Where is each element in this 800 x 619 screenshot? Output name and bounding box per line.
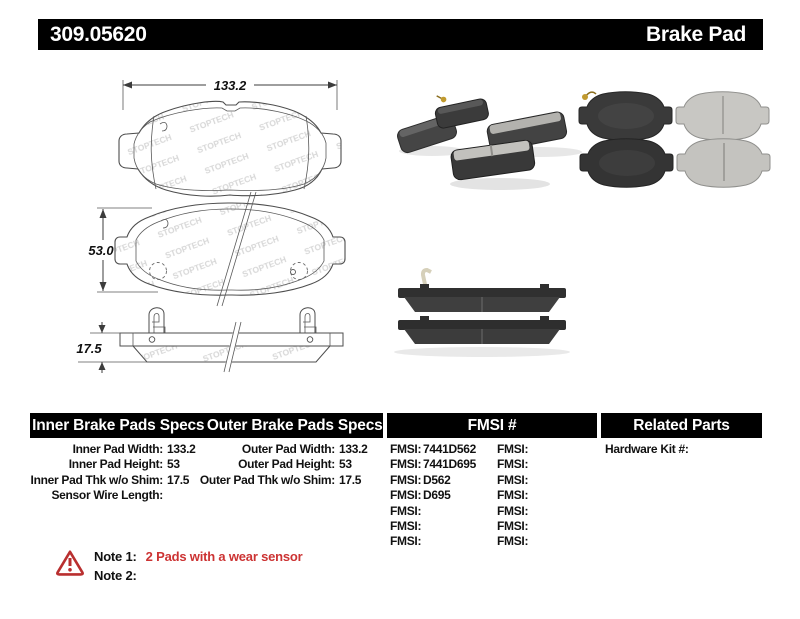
spec-value: 133.2 xyxy=(167,442,196,456)
note-1-text: 2 Pads with a wear sensor xyxy=(145,549,303,564)
fmsi-row xyxy=(497,442,530,457)
fmsi-row xyxy=(390,473,476,488)
fmsi-label: FMSI: xyxy=(497,503,529,518)
inner-specs-title: Inner Brake Pads Specs xyxy=(32,416,205,434)
spec-row xyxy=(30,442,209,457)
fmsi-label: FMSI: xyxy=(390,472,422,487)
width-dimension-label: 133.2 xyxy=(213,78,247,93)
product-photo-pads-edge xyxy=(388,258,573,368)
spec-label: Sensor Wire Length: xyxy=(51,488,163,503)
related-part-label: Hardware Kit #: xyxy=(605,442,689,456)
related-parts-table-header xyxy=(601,413,762,438)
fmsi-value: 7441D695 xyxy=(423,457,476,472)
pad-top-view xyxy=(119,77,341,196)
pad-photo-sensor xyxy=(432,86,490,129)
outer-specs-list xyxy=(199,442,381,488)
fmsi-row xyxy=(390,457,476,472)
spec-row xyxy=(30,473,209,488)
related-parts-list xyxy=(605,442,689,457)
fmsi-row xyxy=(390,519,476,534)
fmsi-value: 7441D562 xyxy=(423,442,476,456)
spec-label: Inner Pad Height: xyxy=(68,457,163,472)
spec-label: Outer Pad Width: xyxy=(241,442,335,456)
specs-table-header xyxy=(30,413,383,438)
fmsi-row xyxy=(390,534,476,549)
height-dimension-label: 53.0 xyxy=(88,243,114,258)
fmsi-label: FMSI: xyxy=(497,518,529,533)
outer-specs-title: Outer Brake Pads Specs xyxy=(206,416,383,434)
spec-label: Outer Pad Height: xyxy=(238,457,335,472)
fmsi-row xyxy=(497,457,530,472)
fmsi-row xyxy=(390,442,476,457)
fmsi-row xyxy=(497,504,530,519)
fmsi-list-right xyxy=(497,442,530,550)
product-photo-pads-angled xyxy=(388,82,593,202)
fmsi-label: FMSI: xyxy=(390,518,422,533)
fmsi-row xyxy=(497,519,530,534)
fmsi-label: FMSI: xyxy=(390,488,422,503)
inner-specs-list xyxy=(30,442,209,504)
fmsi-row xyxy=(497,473,530,488)
fmsi-list-left xyxy=(390,442,476,550)
note-1-label: Note 1: xyxy=(94,549,137,564)
product-type-title: Brake Pad xyxy=(645,22,746,46)
pad-edge-bottom xyxy=(398,316,566,344)
fmsi-title: FMSI # xyxy=(467,416,517,434)
spec-row xyxy=(30,488,209,503)
fmsi-value: D695 xyxy=(423,488,451,503)
spec-value: 53 xyxy=(167,457,180,472)
spec-row xyxy=(199,472,381,488)
note-2-label: Note 2: xyxy=(94,568,137,583)
pad-photo-front xyxy=(450,139,535,180)
fmsi-label: FMSI: xyxy=(497,442,529,456)
pad-edge-top xyxy=(398,270,566,312)
fmsi-value: D562 xyxy=(423,472,451,487)
warning-triangle-icon xyxy=(56,550,84,576)
spec-value xyxy=(163,488,209,503)
spec-label: Inner Pad Width: xyxy=(72,442,163,456)
fmsi-label: FMSI: xyxy=(497,472,529,487)
spec-value: 17.5 xyxy=(339,472,362,487)
thickness-dimension-label: 17.5 xyxy=(76,341,102,356)
header-bar xyxy=(38,19,763,50)
spec-label: Outer Pad Thk w/o Shim: xyxy=(199,472,335,487)
spec-value: 17.5 xyxy=(167,472,190,487)
fmsi-row xyxy=(390,504,476,519)
related-parts-title: Related Parts xyxy=(633,416,730,434)
pad-front-view xyxy=(82,192,345,306)
spec-label: Inner Pad Thk w/o Shim: xyxy=(30,472,163,487)
fmsi-label: FMSI: xyxy=(497,488,529,503)
part-number: 309.05620 xyxy=(50,22,147,46)
technical-drawings xyxy=(60,58,380,403)
product-photo-pad-set xyxy=(575,82,770,192)
spec-value: 53 xyxy=(339,457,352,472)
fmsi-table-header xyxy=(387,413,597,438)
fmsi-row xyxy=(390,488,476,503)
spec-row xyxy=(30,457,209,472)
spec-row xyxy=(202,457,381,472)
fmsi-label: FMSI: xyxy=(390,442,422,456)
fmsi-label: FMSI: xyxy=(390,457,422,472)
fmsi-row xyxy=(497,534,530,549)
fmsi-label: FMSI: xyxy=(390,534,422,549)
note-2 xyxy=(94,568,146,583)
fmsi-label: FMSI: xyxy=(497,534,529,549)
spec-row xyxy=(202,442,381,457)
related-part-row xyxy=(605,442,689,457)
retaining-clips xyxy=(149,308,316,333)
fmsi-row xyxy=(497,488,530,503)
note-1 xyxy=(94,549,303,564)
spec-value: 133.2 xyxy=(339,442,368,456)
fmsi-label: FMSI: xyxy=(390,503,422,518)
fmsi-label: FMSI: xyxy=(497,457,529,472)
